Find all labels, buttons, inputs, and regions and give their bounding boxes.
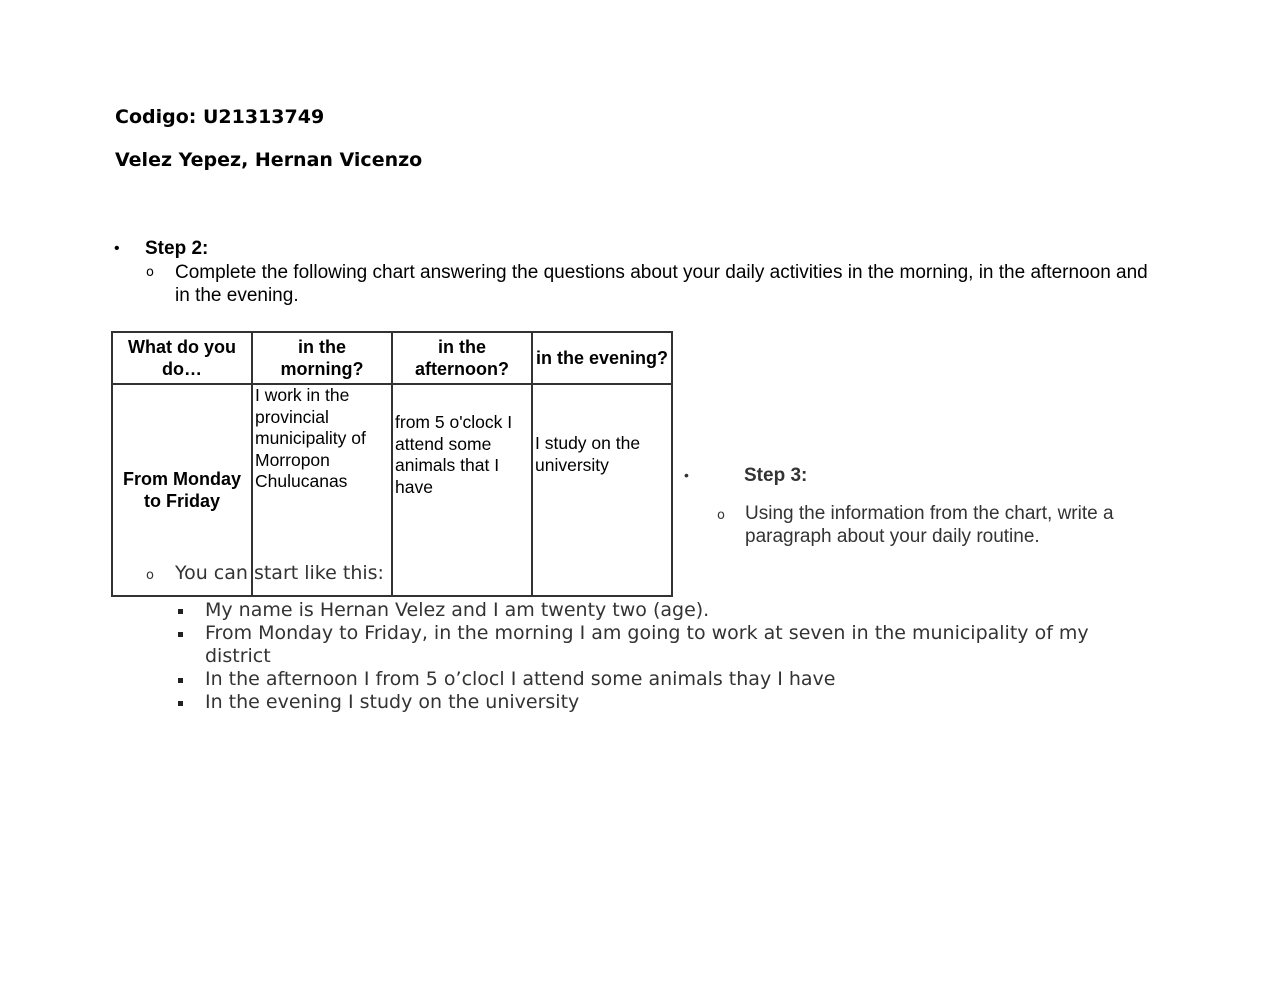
cell-afternoon: from 5 o'clock I attend some animals that I have (392, 384, 532, 596)
square-bullet-icon (178, 609, 183, 614)
step2-title: Step 2: (145, 238, 209, 259)
header-afternoon: in the afternoon? (392, 332, 532, 384)
step3-bullet: • (684, 467, 689, 483)
table-header-row (112, 332, 672, 384)
header-morning: in the morning? (252, 332, 392, 384)
cell-evening: I study on the university (532, 384, 672, 596)
list-item-text: In the afternoon I from 5 o’clocl I attend some animals thay I have (205, 668, 836, 690)
daily-activities-table (111, 331, 673, 597)
square-bullet-icon (178, 701, 183, 706)
row-label: From Monday to Friday (112, 384, 252, 596)
step2-sub-bullet: o (146, 265, 154, 280)
list-item-text: In the evening I study on the university (205, 691, 580, 713)
student-name: Velez Yepez, Hernan Vicenzo (115, 149, 423, 171)
student-code: Codigo: U21313749 (115, 106, 325, 128)
list-item (175, 691, 1135, 714)
header-evening: in the evening? (532, 332, 672, 384)
example-sub-bullet: o (146, 568, 154, 583)
list-item (175, 668, 1135, 691)
step3-instruction: Using the information from the chart, write a paragraph about your daily routine. (745, 503, 1114, 547)
list-item (175, 622, 1135, 668)
list-item-text: From Monday to Friday, in the morning I am going to work at seven in the municipality of my district (205, 622, 1089, 667)
example-intro: You can start like this: (175, 562, 384, 584)
square-bullet-icon (178, 632, 183, 637)
step2-instruction: Complete the following chart answering the questions about your daily activities in the morning, in the afternoon and in the evening. (175, 262, 1148, 306)
step3-sub-bullet: o (717, 508, 725, 523)
list-item-text: My name is Hernan Velez and I am twenty two (age). (205, 599, 710, 621)
cell-morning: I work in the provincial municipality of Morropon Chulucanas (252, 384, 392, 596)
step2-bullet: • (114, 240, 120, 257)
example-sentences-list (175, 599, 1135, 714)
header-what-do-you-do: What do you do… (112, 332, 252, 384)
square-bullet-icon (178, 678, 183, 683)
list-item (175, 599, 1135, 622)
step3-title: Step 3: (744, 465, 808, 486)
